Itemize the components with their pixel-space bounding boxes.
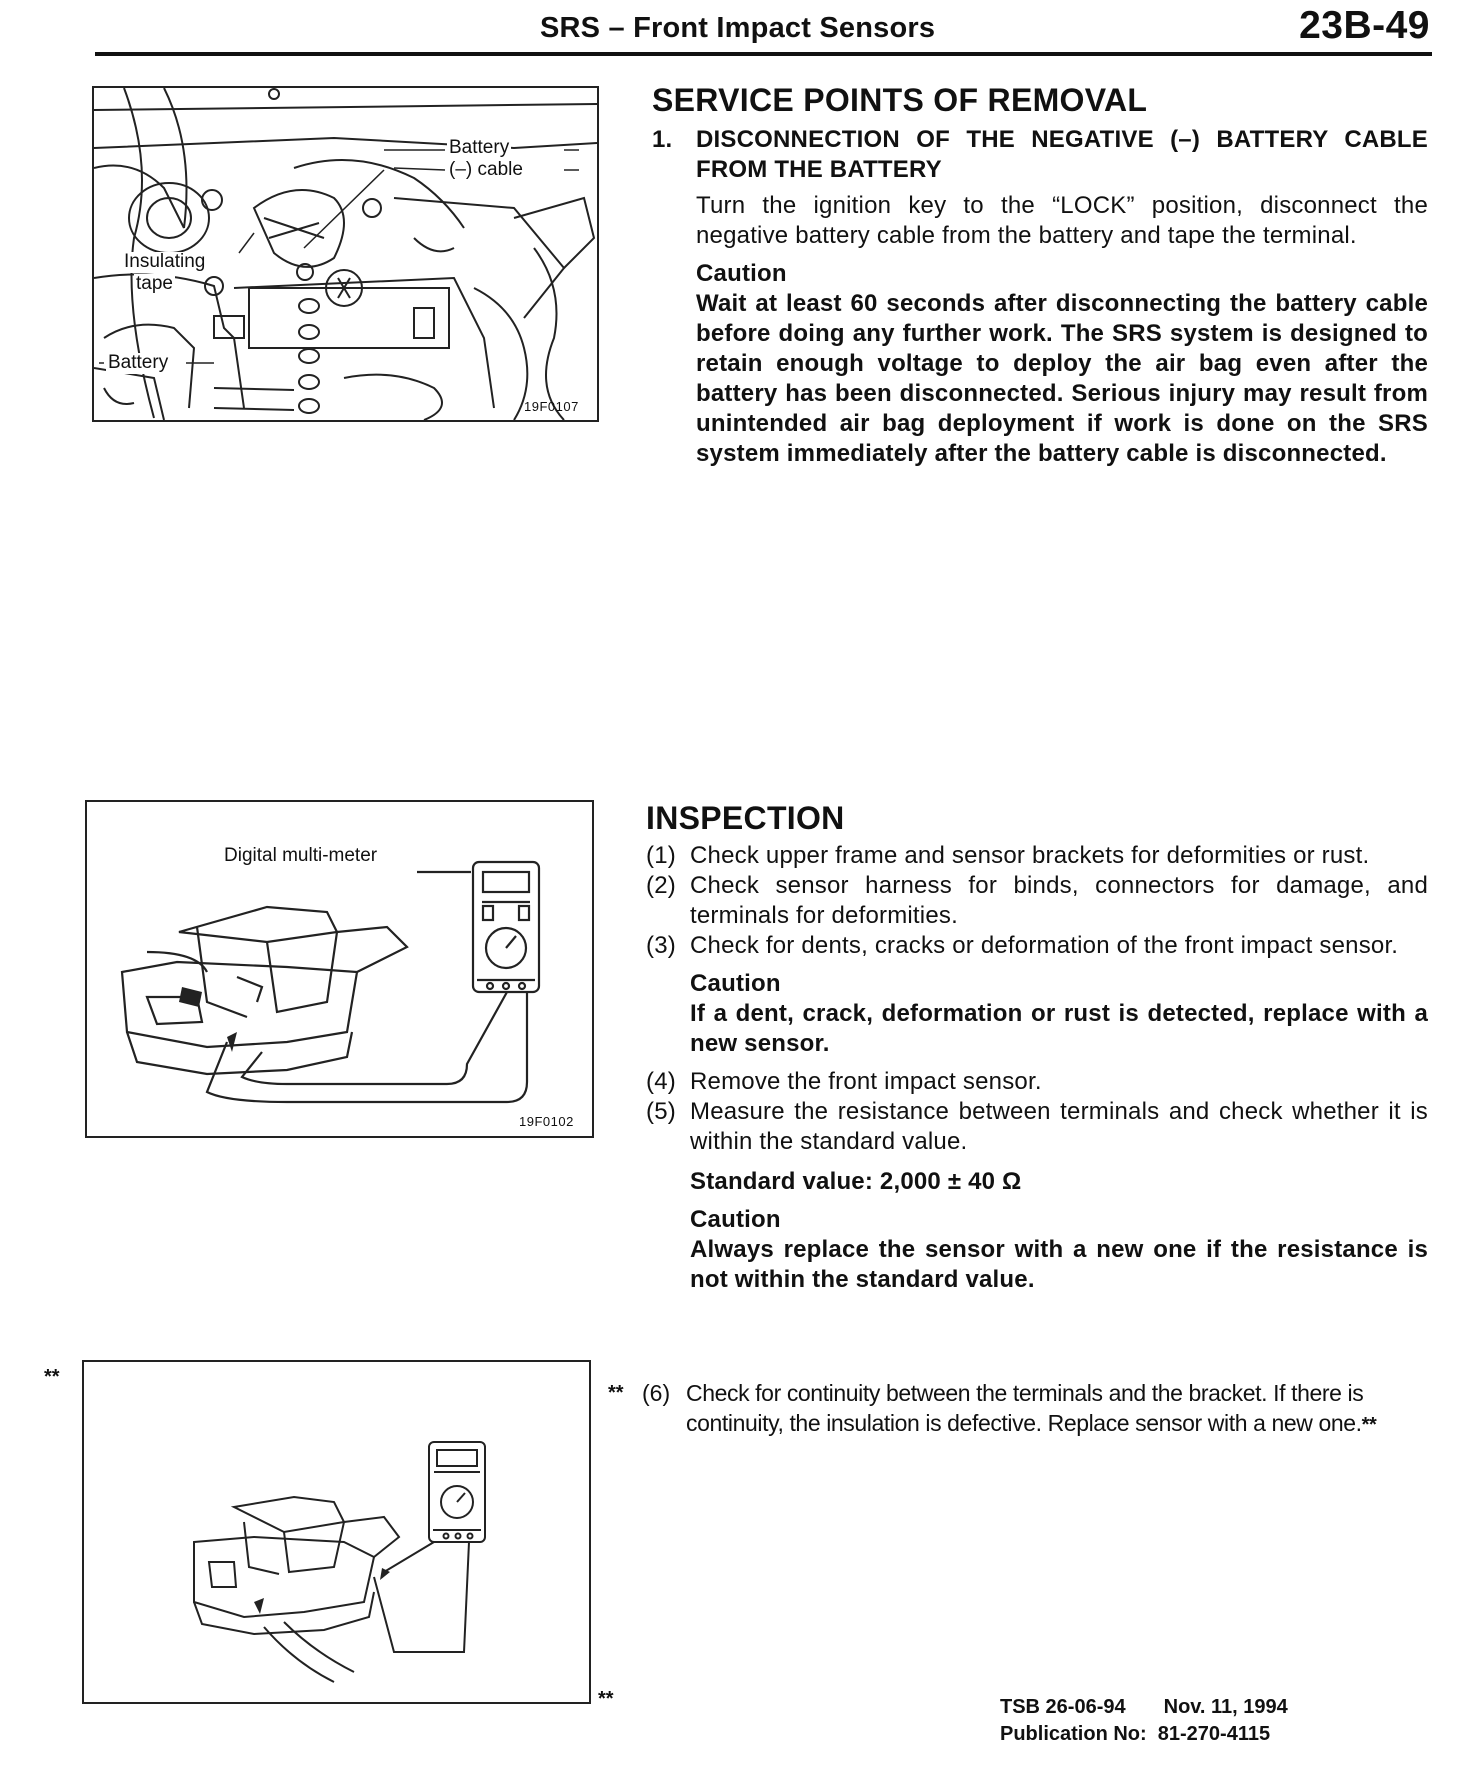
figure1-code: 19F0107 <box>524 399 579 414</box>
inspection-item-text: Check for dents, cracks or deformation of the front impact sensor. <box>690 932 1399 959</box>
inspection-item-6 <box>608 1378 1428 1440</box>
standard-value: Standard value: 2,000 ± 40 Ω <box>690 1168 1022 1195</box>
removal-caution-label: Caution <box>696 260 787 287</box>
continuity-figure <box>82 1360 591 1704</box>
item6-revision-mark-end: ** <box>1361 1414 1377 1436</box>
inspection-item-5 <box>646 1097 1428 1157</box>
inspection-item-2 <box>646 871 1428 931</box>
inspection-item-number: (1) <box>646 842 676 869</box>
battery-cable-label-line2: (–) cable <box>449 159 523 180</box>
header-rule <box>95 52 1432 56</box>
inspection-item-text: Remove the front impact sensor. <box>690 1068 1042 1095</box>
revision-mark-bottom: ** <box>598 1688 614 1710</box>
inspection-caution2-label: Caution <box>690 1206 781 1233</box>
multimeter-figure <box>85 800 594 1138</box>
removal-heading: SERVICE POINTS OF REMOVAL <box>652 82 1148 118</box>
footer <box>1000 1694 1288 1748</box>
insulating-tape-label-line1: Insulating <box>124 251 206 272</box>
inspection-item-1 <box>646 841 1428 871</box>
removal-caution-text: Wait at least 60 seconds after disconnecting the battery cable before doing any further work. The SRS system is designed to retain enough voltage to deploy the air bag even after the battery has been disconnected. Serious injury may result from unintended air bag deployment if work is done on the SRS system immediately after the battery cable is disconnected. <box>696 290 1428 467</box>
removal-step-text: Turn the ignition key to the “LOCK” position, disconnect the negative battery cable from the battery and tape the terminal. <box>696 192 1428 249</box>
inspection-heading: INSPECTION <box>646 800 845 836</box>
inspection-item-text: Check upper frame and sensor brackets for deformities or rust. <box>690 842 1370 869</box>
removal-section <box>652 82 1428 469</box>
inspection-item-number: (4) <box>646 1068 676 1095</box>
revision-mark-top: ** <box>44 1366 60 1388</box>
inspection-item-number: (5) <box>646 1098 676 1125</box>
battery-cable-label-line1: Battery <box>449 137 510 158</box>
inspection-item-number: (2) <box>646 872 676 899</box>
tsb-number: TSB 26-06-94 <box>1000 1696 1126 1718</box>
battery-label: Battery <box>108 352 169 373</box>
item6-revision-mark: ** <box>608 1382 624 1404</box>
inspection-item-text: Check sensor harness for binds, connectors for damage, and terminals for deformities. <box>690 872 1428 929</box>
item6-number: (6) <box>642 1380 671 1406</box>
inspection-item-number: (3) <box>646 932 676 959</box>
removal-step-title: DISCONNECTION OF THE NEGATIVE (–) BATTERY CABLE FROM THE BATTERY <box>696 126 1428 183</box>
inspection-caution1-text: If a dent, crack, deformation or rust is detected, replace with a new sensor. <box>690 1000 1428 1057</box>
inspection-caution2-text: Always replace the sensor with a new one if the resistance is not within the standard value. <box>690 1236 1428 1293</box>
inspection-item-3 <box>646 931 1428 961</box>
tsb-date: Nov. 11, 1994 <box>1163 1696 1288 1718</box>
battery-cable-figure <box>92 86 599 422</box>
inspection-caution1-label: Caution <box>690 970 781 997</box>
removal-step-1 <box>652 125 1428 185</box>
inspection-section <box>646 800 1428 1295</box>
insulating-tape-label-line2: tape <box>136 273 173 294</box>
publication-number: Publication No: 81-270-4115 <box>1000 1723 1271 1745</box>
item6-text: Check for continuity between the terminals and the bracket. If there is continuity, the insulation is defective. Replace sensor with a new one. <box>686 1380 1364 1436</box>
inspection-item-text: Measure the resistance between terminals and check whether it is within the standard value. <box>690 1098 1428 1155</box>
digital-multimeter-label: Digital multi-meter <box>224 845 378 866</box>
section-title: SRS – Front Impact Sensors <box>540 12 936 44</box>
page-number: 23B-49 <box>1299 4 1430 47</box>
inspection-item-4 <box>646 1067 1428 1097</box>
sensor-continuity-illustration <box>84 1362 589 1702</box>
figure2-code: 19F0102 <box>519 1114 574 1129</box>
removal-step-number: 1. <box>652 126 673 153</box>
